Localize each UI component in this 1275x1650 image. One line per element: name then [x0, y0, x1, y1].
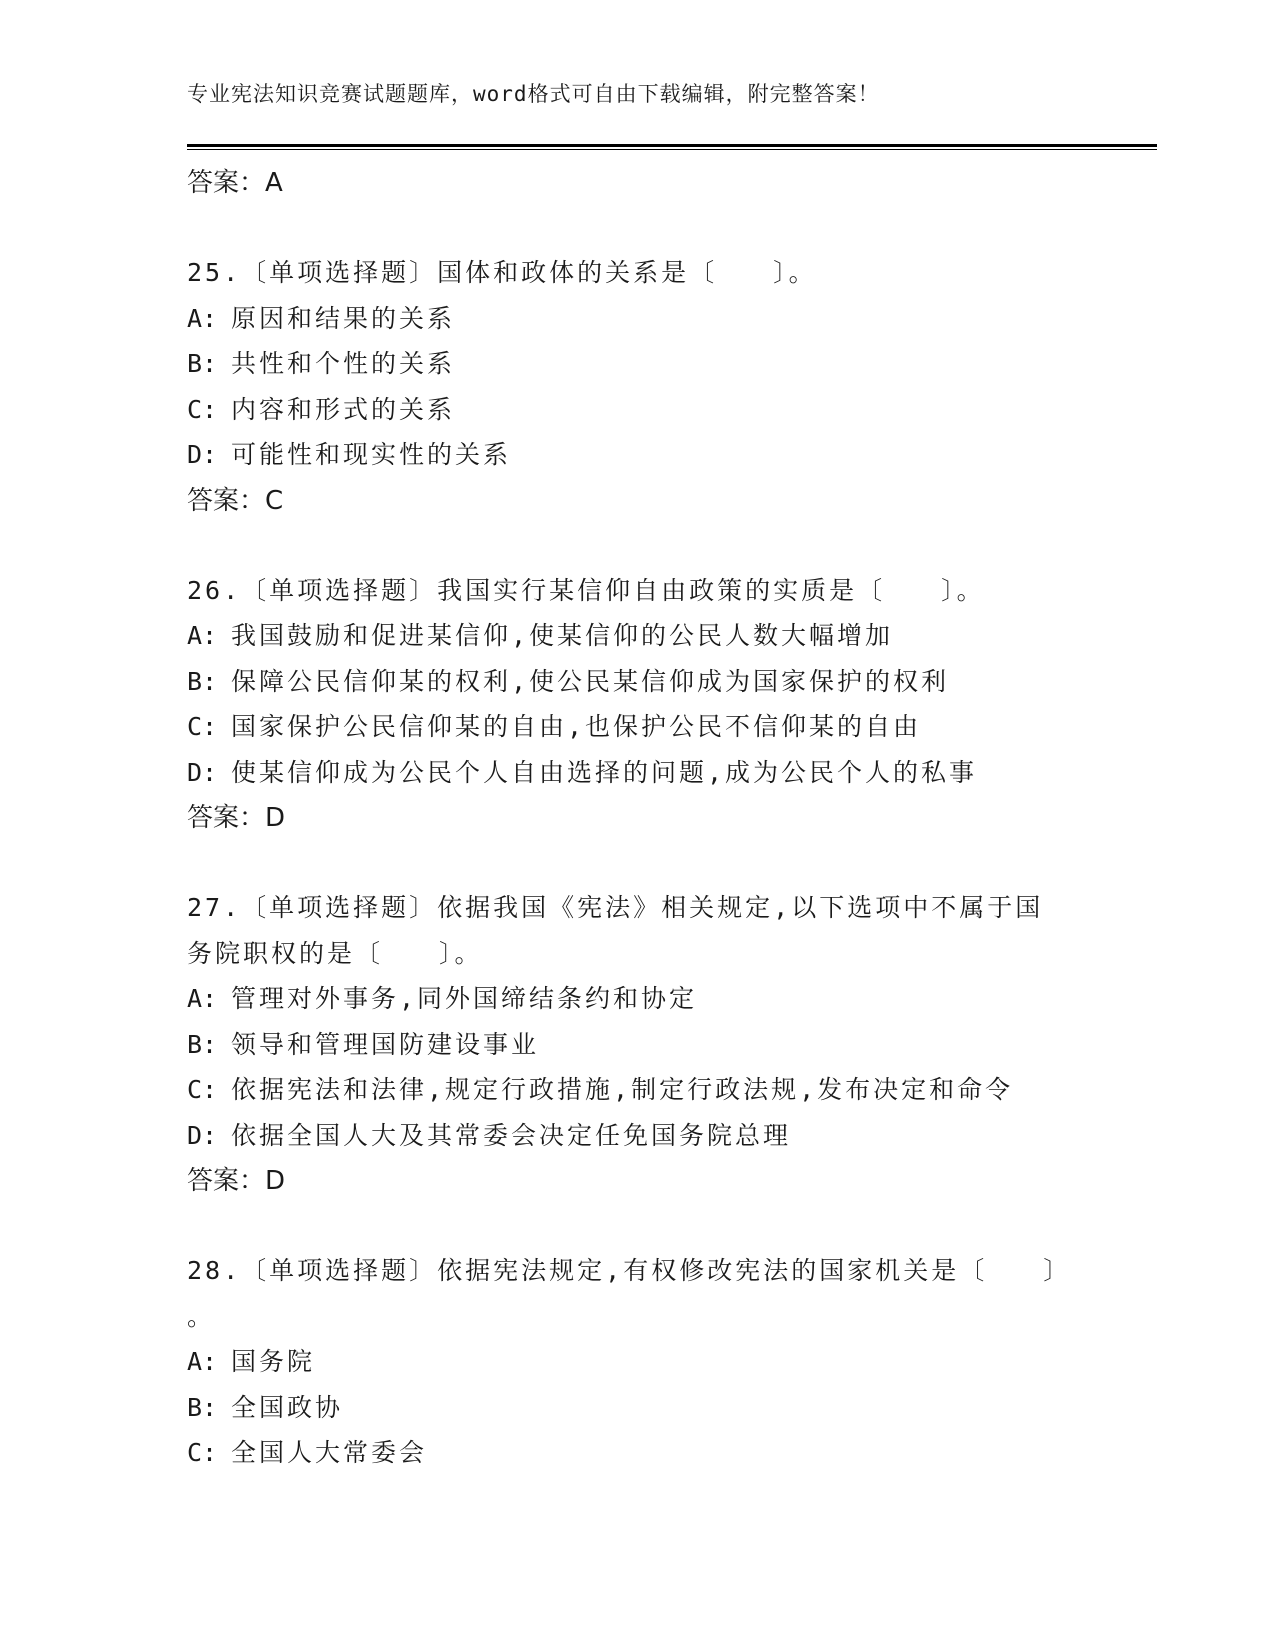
option-a: [187, 976, 1087, 1022]
spacer: [187, 206, 1087, 250]
spacer: [187, 841, 1087, 885]
option-c: [187, 1067, 1087, 1113]
option-key: A:: [187, 984, 218, 1013]
option-text: 依据宪法和法律,规定行政措施,制定行政法规,发布决定和命令: [231, 1075, 1014, 1104]
option-text: 原因和结果的关系: [231, 303, 456, 333]
option-key: D:: [187, 440, 218, 469]
option-text: 使某信仰成为公民个人自由选择的问题,成为公民个人的私事: [231, 757, 978, 787]
option-a: [187, 613, 1087, 659]
option-text: 我国鼓励和促进某信仰,使某信仰的公民人数大幅增加: [231, 621, 894, 650]
option-key: B:: [187, 666, 218, 696]
option-text: 全国人大常委会: [231, 1438, 428, 1467]
spacer: [187, 1204, 1087, 1248]
answer-line: 答案：D: [187, 803, 286, 833]
question-stem-continued: 务院职权的是〔 〕。: [187, 938, 483, 968]
answer-line: 答案：C: [187, 485, 284, 516]
option-c: [187, 704, 1087, 750]
option-b: [187, 1385, 1087, 1431]
header-rule-thin: [187, 149, 1157, 150]
option-text: 共性和个性的关系: [231, 349, 456, 378]
option-b: [187, 659, 1087, 705]
option-key: B:: [187, 349, 218, 378]
option-a: [187, 1339, 1087, 1385]
option-b: [187, 341, 1087, 387]
header-rule-thick: [187, 144, 1157, 147]
question-block: [187, 250, 1087, 524]
option-c: [187, 1430, 1087, 1476]
option-key: C:: [187, 394, 218, 424]
question-stem: 27.〔单项选择题〕依据我国《宪法》相关规定,以下选项中不属于国: [187, 893, 1044, 922]
document-header: 专业宪法知识竞赛试题题库，word格式可自由下载编辑，附完整答案！: [187, 82, 880, 106]
question-list: [187, 160, 1087, 1476]
option-key: C:: [187, 1075, 218, 1104]
option-d: [187, 432, 1087, 478]
option-key: C:: [187, 1438, 218, 1467]
option-b: [187, 1022, 1087, 1068]
question-stem-continued: 。: [187, 1301, 216, 1331]
option-key: A:: [187, 621, 218, 650]
option-text: 国家保护公民信仰某的自由,也保护公民不信仰某的自由: [231, 712, 922, 741]
option-text: 保障公民信仰某的权利,使公民某信仰成为国家保护的权利: [231, 666, 950, 696]
question-block: [187, 885, 1087, 1204]
question-stem: 25.〔单项选择题〕国体和政体的关系是〔 〕。: [187, 258, 817, 287]
option-text: 管理对外事务,同外国缔结条约和协定: [231, 984, 698, 1013]
option-key: B:: [187, 1392, 218, 1422]
question-stem: 26.〔单项选择题〕我国实行某信仰自由政策的实质是〔 〕。: [187, 575, 985, 605]
answer-line: 答案：D: [187, 1166, 286, 1196]
option-c: [187, 387, 1087, 433]
option-text: 国务院: [231, 1347, 316, 1376]
option-d: [187, 750, 1087, 796]
question-block: [187, 1248, 1087, 1476]
question-block: [187, 568, 1087, 842]
option-d: [187, 1113, 1087, 1159]
answer-line: 答案：A: [187, 168, 283, 198]
option-key: D:: [187, 757, 218, 787]
spacer: [187, 524, 1087, 568]
option-key: B:: [187, 1029, 218, 1059]
option-a: [187, 296, 1087, 342]
option-text: 领导和管理国防建设事业: [231, 1029, 540, 1059]
option-key: A:: [187, 303, 218, 333]
option-key: A:: [187, 1347, 218, 1376]
option-key: D:: [187, 1120, 218, 1150]
question-stem: 28.〔单项选择题〕依据宪法规定,有权修改宪法的国家机关是〔 〕: [187, 1256, 1072, 1285]
option-key: C:: [187, 712, 218, 741]
option-text: 内容和形式的关系: [231, 394, 456, 424]
option-text: 可能性和现实性的关系: [231, 440, 512, 469]
option-text: 全国政协: [231, 1392, 344, 1422]
option-text: 依据全国人大及其常委会决定任免国务院总理: [231, 1120, 792, 1150]
